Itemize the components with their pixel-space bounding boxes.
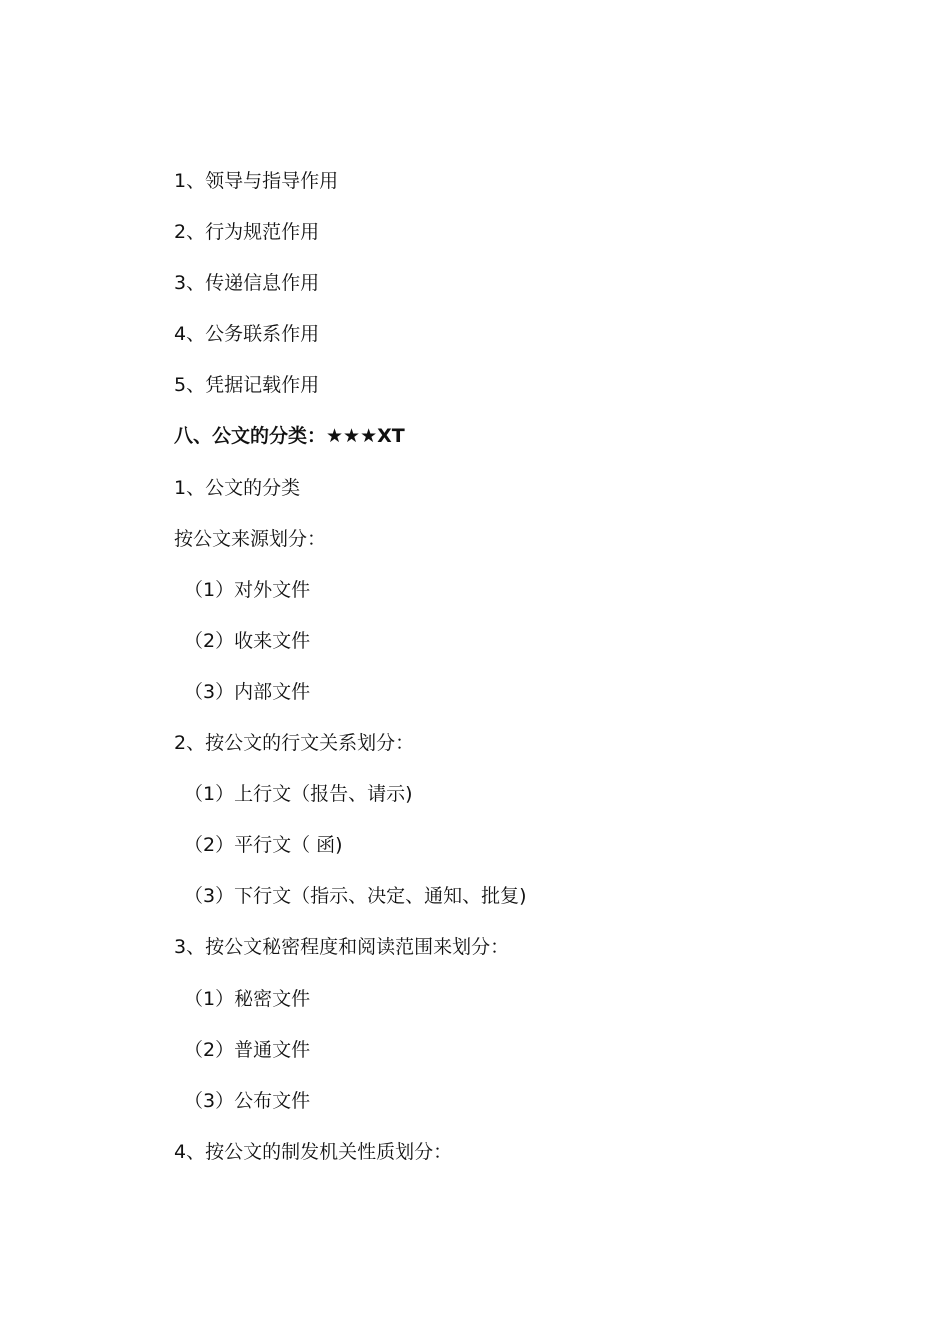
list-item-source-2: （2）收来文件 [184,629,311,652]
category-by-secrecy: 3、按公文秘密程度和阅读范围来划分： [174,936,510,959]
list-item-function-2: 2、行为规范作用 [174,221,320,244]
list-item-secrecy-2: （2）普通文件 [184,1038,311,1061]
list-item-function-1: 1、领导与指导作用 [174,170,339,192]
list-item-secrecy-1: （1）秘密文件 [184,987,311,1010]
list-item-function-4: 4、公务联系作用 [174,323,320,346]
list-item-relationship-1: （1）上行文（报告、请示) [184,783,413,806]
list-item-source-3: （3）内部文件 [184,680,311,703]
section-heading-classification: 八、公文的分类：★★★XT [174,425,405,448]
document-body [174,166,874,1188]
subsection-title-classification: 1、公文的分类 [174,476,301,499]
list-item-source-1: （1）对外文件 [184,578,311,601]
category-by-issuing-authority: 4、按公文的制发机关性质划分： [174,1140,453,1163]
list-item-relationship-2: （2）平行文（ 函) [184,834,343,857]
list-item-secrecy-3: （3）公布文件 [184,1089,311,1112]
category-by-source: 按公文来源划分： [174,527,327,550]
list-item-function-5: 5、凭据记载作用 [174,374,320,397]
list-item-function-3: 3、传递信息作用 [174,272,320,295]
list-item-relationship-3: （3）下行文（指示、决定、通知、批复) [184,885,527,908]
category-by-relationship: 2、按公文的行文关系划分： [174,732,415,755]
